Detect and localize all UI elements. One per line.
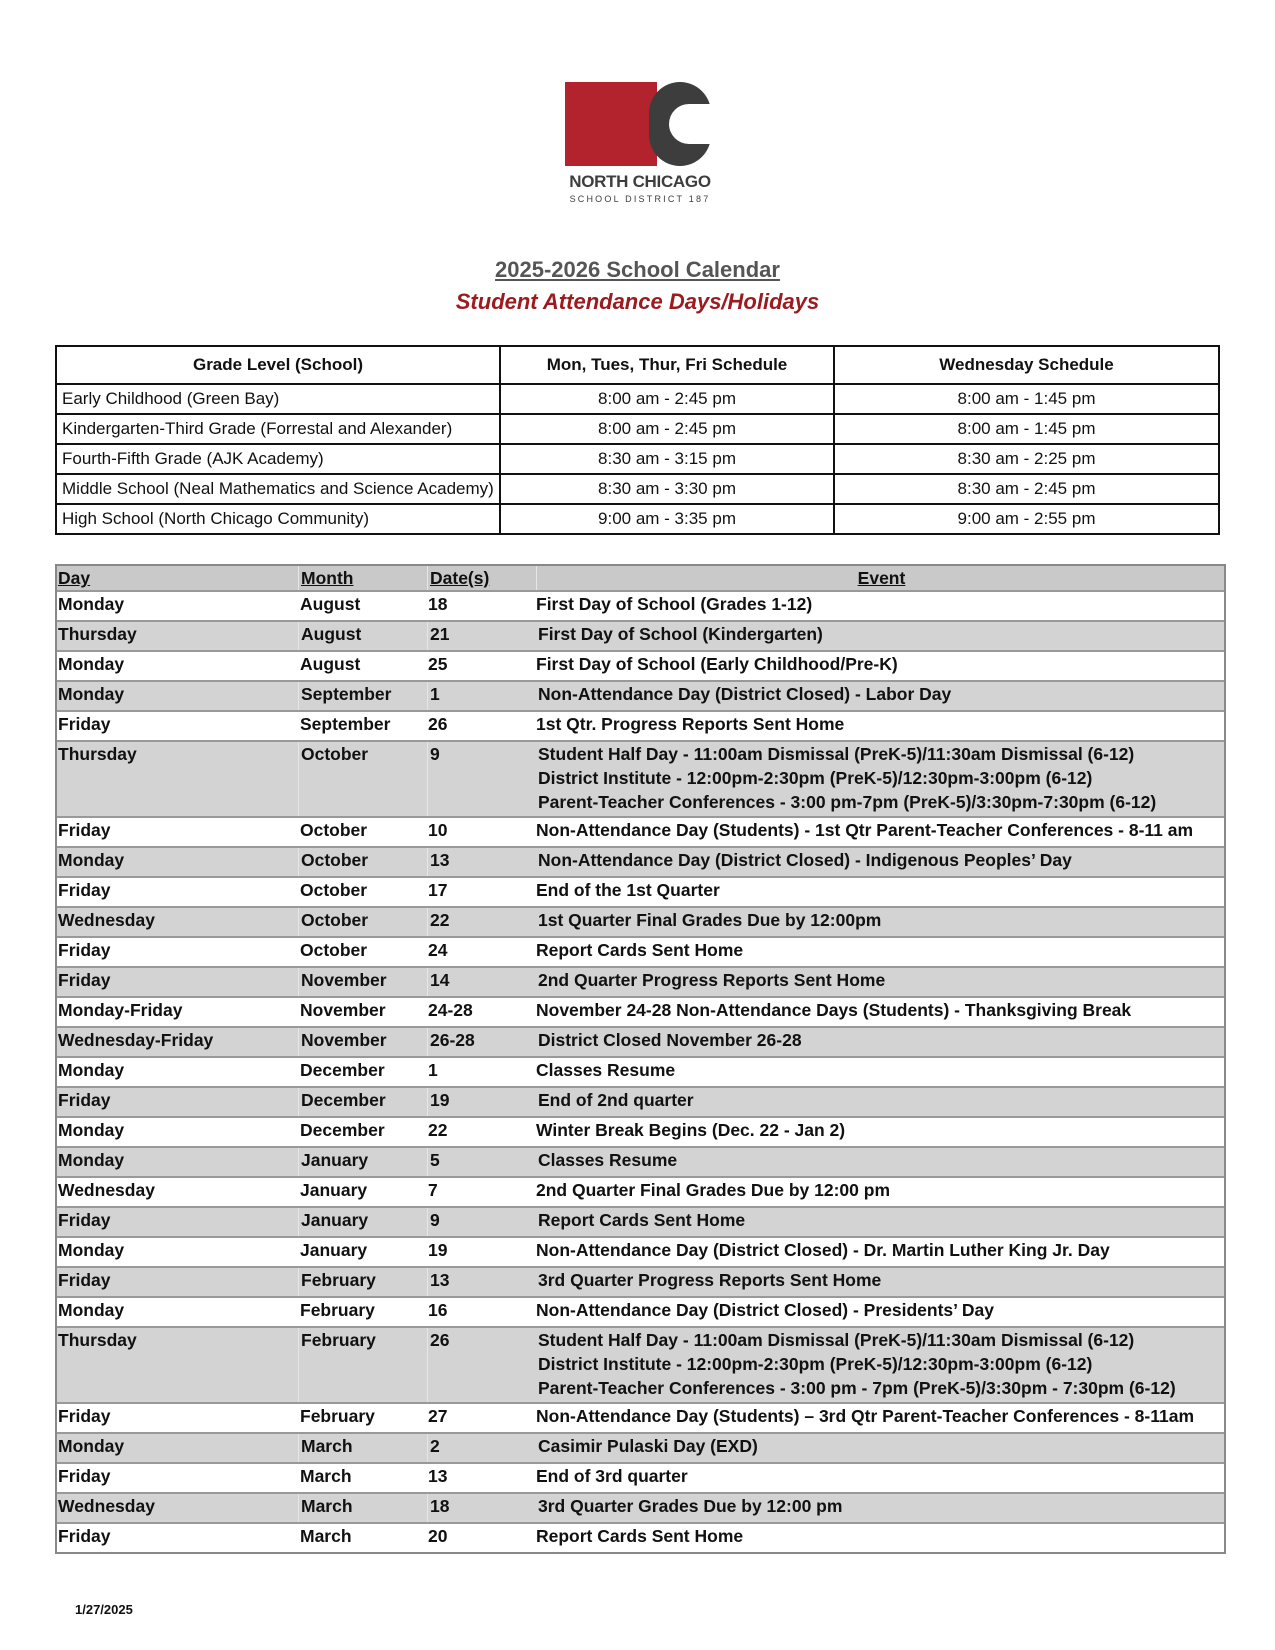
event-description: Classes Resume — [536, 1060, 676, 1080]
schedule-weekday-cell: 8:00 am - 2:45 pm — [500, 384, 834, 414]
event-month: January — [300, 1180, 368, 1200]
event-day: Friday — [58, 1210, 111, 1230]
event-month: October — [298, 908, 427, 936]
event-row — [57, 622, 1224, 652]
event-month: December — [300, 1120, 385, 1140]
event-row — [57, 1028, 1224, 1058]
event-row — [57, 1494, 1224, 1524]
event-dates: 14 — [427, 968, 536, 996]
event-month: October — [300, 940, 368, 960]
event-month: February — [300, 1300, 375, 1320]
event-description: Report Cards Sent Home — [538, 1210, 746, 1230]
event-dates: 26-28 — [427, 1028, 536, 1056]
event-month: December — [300, 1060, 385, 1080]
event-month: August — [300, 594, 361, 614]
event-row — [57, 1268, 1224, 1298]
event-day: Friday — [58, 940, 111, 960]
event-month: November — [298, 968, 427, 996]
event-dates: 18 — [427, 1494, 536, 1522]
event-description: End of 3rd quarter — [536, 1466, 688, 1486]
event-row — [57, 682, 1224, 712]
event-dates: 5 — [427, 1148, 536, 1176]
schedule-wednesday-cell: 8:00 am - 1:45 pm — [834, 414, 1219, 444]
event-row — [57, 1328, 1224, 1404]
event-row — [57, 742, 1224, 818]
event-dates: 16 — [428, 1300, 448, 1320]
event-description: Non-Attendance Day (District Closed) - Dr. Martin Luther King Jr. Day — [536, 1240, 1110, 1260]
event-row — [57, 818, 1224, 848]
event-description: Student Half Day - 11:00am Dismissal (PreK-5)/11:30am Dismissal (6-12) District Institute - 12:00pm-2:30pm (PreK-5)/12:30pm-3:00pm (6-12) Parent-Teacher Conferences - 3:00 pm-7pm (PreK-5)/3:30pm-7:30pm (6-12) — [538, 744, 1157, 812]
event-description: District Closed November 26-28 — [538, 1030, 802, 1050]
event-description: First Day of School (Grades 1-12) — [536, 594, 813, 614]
event-row — [57, 1434, 1224, 1464]
events-header-row — [57, 566, 1224, 592]
event-dates: 24 — [428, 940, 448, 960]
schedule-row — [56, 504, 1219, 534]
event-month: February — [298, 1328, 427, 1402]
schedule-weekday-cell: 8:30 am - 3:30 pm — [500, 474, 834, 504]
schedule-header-grade: Grade Level (School) — [56, 346, 500, 384]
event-day: Thursday — [58, 624, 137, 644]
event-day: Friday — [58, 1090, 111, 1110]
event-month: September — [298, 682, 427, 710]
event-day: Friday — [58, 970, 111, 990]
logo-district: SCHOOL DISTRICT 187 — [569, 194, 711, 204]
event-dates: 21 — [427, 622, 536, 650]
event-description: Non-Attendance Day (District Closed) - Presidents’ Day — [536, 1300, 995, 1320]
event-description: Non-Attendance Day (Students) - 1st Qtr Parent-Teacher Conferences - 8-11 am — [536, 820, 1194, 840]
event-dates: 20 — [428, 1526, 448, 1546]
event-month: March — [300, 1526, 352, 1546]
event-day: Monday — [58, 684, 125, 704]
event-day: Friday — [58, 1466, 111, 1486]
event-dates: 13 — [427, 1268, 536, 1296]
event-row — [57, 1524, 1224, 1552]
event-day: Friday — [58, 1406, 111, 1426]
event-row — [57, 998, 1224, 1028]
events-header-event: Event — [857, 568, 906, 588]
event-dates: 25 — [428, 654, 448, 674]
event-description: 1st Quarter Final Grades Due by 12:00pm — [538, 910, 882, 930]
event-day: Wednesday-Friday — [58, 1030, 214, 1050]
event-month: November — [300, 1000, 386, 1020]
schedule-header-mon-fri: Mon, Tues, Thur, Fri Schedule — [500, 346, 834, 384]
event-dates: 22 — [427, 908, 536, 936]
event-day: Wednesday — [58, 1496, 155, 1516]
event-dates: 10 — [428, 820, 448, 840]
event-day: Monday — [58, 1240, 125, 1260]
event-month: October — [300, 880, 368, 900]
event-day: Monday — [58, 1060, 125, 1080]
event-day: Monday — [58, 1120, 125, 1140]
schedule-grade-cell: High School (North Chicago Community) — [56, 504, 500, 534]
footer-date: 1/27/2025 — [75, 1602, 133, 1617]
event-description: 3rd Quarter Grades Due by 12:00 pm — [538, 1496, 843, 1516]
event-month: January — [298, 1148, 427, 1176]
event-description: 1st Qtr. Progress Reports Sent Home — [536, 714, 845, 734]
event-row — [57, 652, 1224, 682]
event-description: Non-Attendance Day (District Closed) - Indigenous Peoples’ Day — [538, 850, 1072, 870]
event-month: March — [300, 1466, 352, 1486]
event-row — [57, 968, 1224, 998]
event-dates: 9 — [427, 742, 536, 816]
schedule-row — [56, 384, 1219, 414]
event-day: Friday — [58, 1526, 111, 1546]
event-day: Wednesday — [58, 910, 155, 930]
schedule-wednesday-cell: 9:00 am - 2:55 pm — [834, 504, 1219, 534]
event-month: September — [300, 714, 391, 734]
event-dates: 13 — [428, 1466, 448, 1486]
event-month: January — [298, 1208, 427, 1236]
event-description: Non-Attendance Day (District Closed) - Labor Day — [538, 684, 952, 704]
event-month: October — [298, 742, 427, 816]
schedule-header-wednesday: Wednesday Schedule — [834, 346, 1219, 384]
event-dates: 18 — [428, 594, 448, 614]
event-month: October — [298, 848, 427, 876]
schedule-row — [56, 414, 1219, 444]
schedule-wednesday-cell: 8:00 am - 1:45 pm — [834, 384, 1219, 414]
event-description: Casimir Pulaski Day (EXD) — [538, 1436, 758, 1456]
event-description: Winter Break Begins (Dec. 22 - Jan 2) — [536, 1120, 846, 1140]
event-row — [57, 1298, 1224, 1328]
page-title: 2025-2026 School Calendar — [495, 257, 780, 282]
event-day: Monday — [58, 1150, 125, 1170]
schedule-grade-cell: Kindergarten-Third Grade (Forrestal and Alexander) — [56, 414, 500, 444]
event-day: Wednesday — [58, 1180, 155, 1200]
event-dates: 2 — [427, 1434, 536, 1462]
event-description: Report Cards Sent Home — [536, 1526, 744, 1546]
events-header-day: Day — [58, 568, 91, 588]
event-dates: 17 — [428, 880, 448, 900]
event-dates: 9 — [427, 1208, 536, 1236]
schedule-grade-cell: Early Childhood (Green Bay) — [56, 384, 500, 414]
event-row — [57, 938, 1224, 968]
event-row — [57, 878, 1224, 908]
event-description: 3rd Quarter Progress Reports Sent Home — [538, 1270, 882, 1290]
event-row — [57, 1178, 1224, 1208]
event-description: Student Half Day - 11:00am Dismissal (PreK-5)/11:30am Dismissal (6-12) District Institute - 12:00pm-2:30pm (PreK-5)/12:30pm-3:00pm (6-12) Parent-Teacher Conferences - 3:00 pm - 7pm (PreK-5)/3:30pm - 7:30pm (6-12) — [538, 1330, 1176, 1398]
schedule-grade-cell: Fourth-Fifth Grade (AJK Academy) — [56, 444, 500, 474]
event-description: 2nd Quarter Final Grades Due by 12:00 pm — [536, 1180, 890, 1200]
event-description: End of the 1st Quarter — [536, 880, 720, 900]
event-row — [57, 1238, 1224, 1268]
logo-name: NORTH CHICAGO — [569, 172, 711, 191]
event-day: Monday — [58, 1300, 125, 1320]
event-dates: 1 — [427, 682, 536, 710]
event-row — [57, 1058, 1224, 1088]
event-dates: 19 — [428, 1240, 448, 1260]
event-month: August — [300, 654, 361, 674]
events-table — [55, 564, 1226, 1554]
event-day: Monday — [58, 1436, 125, 1456]
event-description: 2nd Quarter Progress Reports Sent Home — [538, 970, 886, 990]
event-dates: 27 — [428, 1406, 448, 1426]
page-subtitle: Student Attendance Days/Holidays — [455, 289, 820, 314]
event-description: First Day of School (Kindergarten) — [538, 624, 823, 644]
event-month: February — [298, 1268, 427, 1296]
event-row — [57, 1088, 1224, 1118]
event-description: End of 2nd quarter — [538, 1090, 694, 1110]
event-day: Monday-Friday — [58, 1000, 183, 1020]
event-dates: 13 — [427, 848, 536, 876]
event-row — [57, 1208, 1224, 1238]
event-month: November — [298, 1028, 427, 1056]
event-dates: 1 — [428, 1060, 438, 1080]
schedule-table — [55, 345, 1220, 535]
schedule-row — [56, 444, 1219, 474]
event-month: December — [298, 1088, 427, 1116]
event-row — [57, 592, 1224, 622]
event-dates: 22 — [428, 1120, 448, 1140]
event-row — [57, 1148, 1224, 1178]
schedule-grade-cell: Middle School (Neal Mathematics and Science Academy) — [56, 474, 500, 504]
event-description: November 24-28 Non-Attendance Days (Students) - Thanksgiving Break — [536, 1000, 1132, 1020]
event-dates: 7 — [428, 1180, 438, 1200]
event-month: January — [300, 1240, 368, 1260]
event-row — [57, 1464, 1224, 1494]
logo-c-mark — [649, 82, 711, 166]
event-month: March — [298, 1494, 427, 1522]
event-description: Classes Resume — [538, 1150, 678, 1170]
logo-n-mark — [565, 82, 657, 166]
event-row — [57, 1404, 1224, 1434]
event-day: Monday — [58, 850, 125, 870]
event-row — [57, 908, 1224, 938]
event-day: Friday — [58, 714, 111, 734]
event-day: Thursday — [58, 1330, 137, 1350]
event-month: October — [300, 820, 368, 840]
event-dates: 24-28 — [428, 1000, 473, 1020]
event-day: Monday — [58, 654, 125, 674]
schedule-weekday-cell: 8:30 am - 3:15 pm — [500, 444, 834, 474]
event-day: Thursday — [58, 744, 137, 764]
event-month: February — [300, 1406, 375, 1426]
schedule-wednesday-cell: 8:30 am - 2:25 pm — [834, 444, 1219, 474]
event-row — [57, 848, 1224, 878]
event-month: August — [298, 622, 427, 650]
event-description: Report Cards Sent Home — [536, 940, 744, 960]
events-header-dates: Date(s) — [430, 568, 490, 588]
event-dates: 26 — [428, 714, 448, 734]
event-day: Monday — [58, 594, 125, 614]
event-row — [57, 712, 1224, 742]
schedule-header-row — [56, 346, 1219, 384]
event-description: First Day of School (Early Childhood/Pre-K) — [536, 654, 898, 674]
schedule-weekday-cell: 8:00 am - 2:45 pm — [500, 414, 834, 444]
events-header-month: Month — [301, 568, 354, 588]
event-month: March — [298, 1434, 427, 1462]
event-day: Friday — [58, 1270, 111, 1290]
event-dates: 19 — [427, 1088, 536, 1116]
event-description: Non-Attendance Day (Students) – 3rd Qtr Parent-Teacher Conferences - 8-11am — [536, 1406, 1195, 1426]
schedule-weekday-cell: 9:00 am - 3:35 pm — [500, 504, 834, 534]
event-day: Friday — [58, 880, 111, 900]
district-logo — [565, 82, 715, 212]
schedule-row — [56, 474, 1219, 504]
event-dates: 26 — [427, 1328, 536, 1402]
schedule-wednesday-cell: 8:30 am - 2:45 pm — [834, 474, 1219, 504]
event-row — [57, 1118, 1224, 1148]
event-day: Friday — [58, 820, 111, 840]
